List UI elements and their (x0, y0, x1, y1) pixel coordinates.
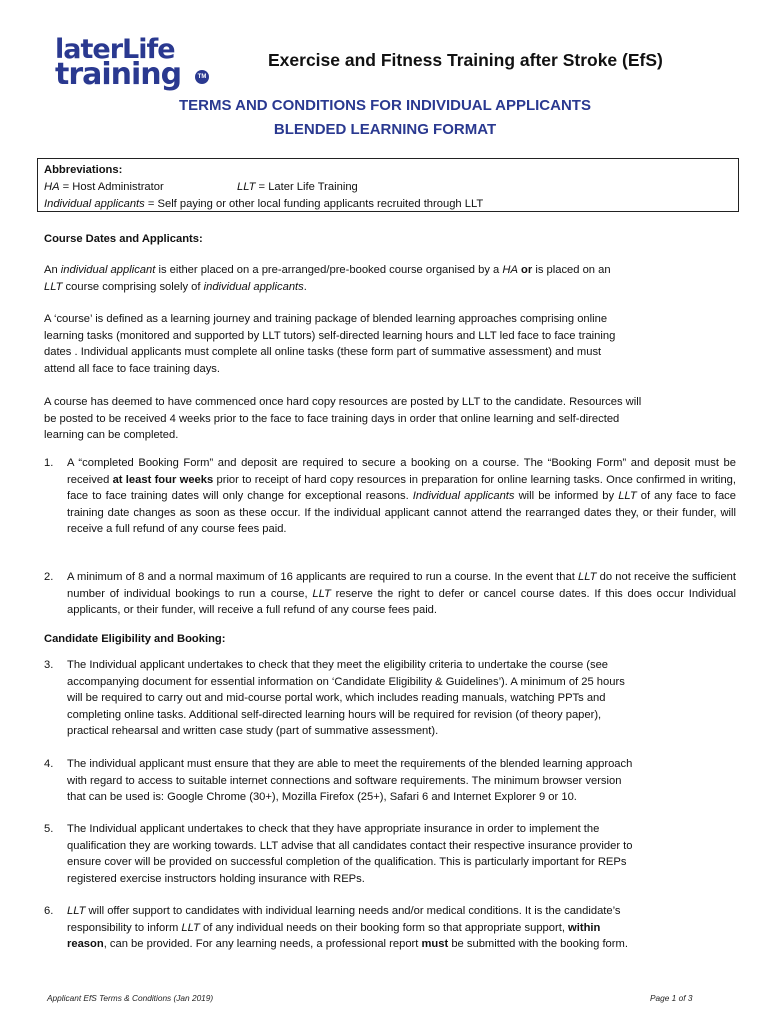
footer-document-title: Applicant EfS Terms & Conditions (Jan 2019) (47, 993, 214, 1003)
item3-line: practical rehearsal and written case study (part of summative assessment). (67, 725, 439, 738)
item4-line: The individual applicant must ensure that they are able to meet the requirements of the blended learning approach (67, 758, 633, 770)
item6-text: be submitted with the booking form. (448, 938, 628, 951)
ia-def: = Self paying or other local funding applicants recruited through LLT (144, 198, 484, 210)
item-number: 3. (44, 659, 54, 671)
item-number: 6. (44, 905, 54, 917)
item-body (67, 821, 736, 887)
item3-line: completing online tasks. Additional self-directed learning hours will be required for revision (of theory paper), (67, 708, 602, 721)
p1-text: course comprising solely of (62, 280, 204, 293)
p1-em: individual applicant (60, 264, 156, 276)
item2-em: LLT (578, 571, 597, 583)
item1-text: will be informed by (514, 490, 619, 503)
item4-line: with regard to access to suitable internet connections and software requirements. The minimum browser version (67, 774, 622, 787)
abbreviations-row (44, 179, 732, 196)
item6-text: of any individual needs on their booking form so that appropriate support, (199, 921, 569, 934)
item2-em: LLT (312, 587, 331, 600)
llt-abbr (237, 179, 358, 196)
item6-text: , can be provided. For any learning needs, a professional report (103, 938, 422, 951)
item-number: 4. (44, 758, 54, 770)
list-item-1 (44, 455, 736, 538)
abbreviations-box (37, 158, 739, 212)
section-course-dates-title: Course Dates and Applicants: (44, 233, 203, 245)
p3-line: be posted to be received 4 weeks prior to the face to face training days in order that online learning and self-directed (44, 412, 620, 425)
logo-line1: laterLife (55, 34, 175, 65)
item5-line: qualification they are working towards. LLT advise that all candidates contact their respective insurance provider to (67, 839, 633, 852)
p2-line: learning tasks (monitored and supported by LLT tutors) self-directed learning hours and LLT led face to face training (44, 329, 616, 342)
item6-text: will offer support to candidates with individual learning needs and/or medical conditions. It is the candidate’s (85, 905, 621, 917)
item3-line: accompanying document for essential information on ‘Candidate Eligibility & Guidelines’). A minimum of 25 hours (67, 675, 625, 688)
item6-line (67, 920, 736, 937)
item-number: 5. (44, 823, 54, 835)
paragraph-course-commenced (44, 394, 736, 444)
item6-em: LLT (67, 905, 86, 917)
list-item-5 (44, 821, 736, 887)
item6-text: responsibility to inform (67, 921, 182, 934)
item2-text: reserve the right to defer or cancel course dates. If this does occur Individual applicants, or their funder, will receive a full refund of any course fees paid. (67, 587, 737, 617)
abbreviations-title: Abbreviations: (44, 164, 123, 176)
p2-line: attend all face to face training days. (44, 362, 221, 375)
p1-text: An (44, 264, 61, 276)
item-body (67, 756, 736, 806)
p1-em: individual applicants (203, 280, 304, 293)
logo-line2: training (55, 57, 182, 92)
item5-line: The Individual applicant undertakes to check that they have appropriate insurance in order to implement the (67, 823, 600, 835)
format-heading: BLENDED LEARNING FORMAT (273, 121, 497, 138)
llt-def: = Later Life Training (255, 181, 358, 193)
paragraph-individual-applicant (44, 262, 736, 295)
item6-line (67, 903, 736, 920)
ia-term: Individual applicants (44, 198, 145, 210)
p2-line: dates . Individual applicants must complete all online tasks (these form part of summative assessment) and must (44, 346, 602, 359)
item-body (67, 569, 736, 619)
terms-heading: TERMS AND CONDITIONS FOR INDIVIDUAL APPLICANTS (179, 97, 591, 114)
item1-em: Individual applicants (412, 490, 515, 503)
p1-em: HA (502, 264, 518, 276)
item-body (67, 903, 736, 953)
item1-text: of any face to face training date changes as soon as these occur. If the individual applicant cannot attend the rearranged dates they, or their funder, will receive a full refund of any course fees paid. (67, 490, 736, 536)
item1-text: prior to receipt of hard copy resources in preparation for online learning tasks. Once confirmed in writing, face to face training dates will only change for exceptional reasons. (67, 473, 737, 503)
p1-text: is either placed on a pre-arranged/pre-booked course organised by a (155, 264, 503, 276)
p1-text: . (303, 280, 307, 293)
item1-text: A “completed Booking Form” and deposit are required to secure a booking on a course. The “Booking Form” and deposit must be received (67, 457, 736, 486)
p1-em: LLT (44, 280, 63, 293)
list-item-4 (44, 756, 736, 806)
item1-em: LLT (618, 490, 637, 503)
logo-tm: TM (195, 70, 209, 84)
p1-strong: or (521, 264, 533, 276)
footer-page-number: Page 1 of 3 (650, 993, 693, 1003)
item-body (67, 657, 736, 740)
item4-line: that can be used is: Google Chrome (30+), Mozilla Firefox (25+), Safari 6 and Internet Explorer 9 or 10. (67, 791, 577, 804)
item-body (67, 455, 736, 538)
p2-line: A ‘course’ is defined as a learning journey and training package of blended learning approaches comprising online (44, 313, 608, 325)
item5-line: ensure cover will be provided on successful completion of the qualification. This is particularly important for REPs (67, 856, 627, 869)
item6-strong: within (568, 921, 601, 934)
item3-line: The Individual applicant undertakes to check that they meet the eligibility criteria to undertake the course (see (67, 659, 609, 671)
item6-strong: must (421, 938, 449, 951)
item5-line: registered exercise instructors holding insurance with REPs. (67, 872, 365, 885)
ha-def: = Host Administrator (59, 181, 164, 193)
ia-abbr (44, 196, 732, 213)
item-number: 1. (44, 457, 54, 469)
course-title: Exercise and Fitness Training after Stroke (EfS) (268, 50, 663, 70)
item-number: 2. (44, 571, 54, 583)
item2-text: A minimum of 8 and a normal maximum of 16 applicants are required to run a course. In the event that (67, 571, 579, 583)
later-life-training-logo (55, 32, 215, 92)
item3-line: will be required to carry out and mid-course portal work, which includes reading manuals, watching PPTs and (67, 692, 606, 705)
item6-em: LLT (181, 921, 200, 934)
ha-term: HA (44, 181, 60, 193)
section-eligibility-title: Candidate Eligibility and Booking: (44, 633, 226, 645)
p3-line: A course has deemed to have commenced once hard copy resources are posted by LLT to the candidate. Resources will (44, 396, 642, 408)
item1-strong: at least four weeks (112, 473, 214, 486)
item6-strong: reason (67, 938, 104, 951)
paragraph-course-definition (44, 311, 736, 377)
list-item-3 (44, 657, 736, 740)
p3-line: learning can be completed. (44, 429, 179, 442)
item6-line (67, 936, 736, 953)
list-item-2 (44, 569, 736, 619)
item2-text: do not receive the sufficient number of individual bookings to run a course, (67, 571, 736, 600)
p1-text: is placed on an (532, 264, 611, 276)
llt-term: LLT (237, 181, 256, 193)
list-item-6 (44, 903, 736, 953)
